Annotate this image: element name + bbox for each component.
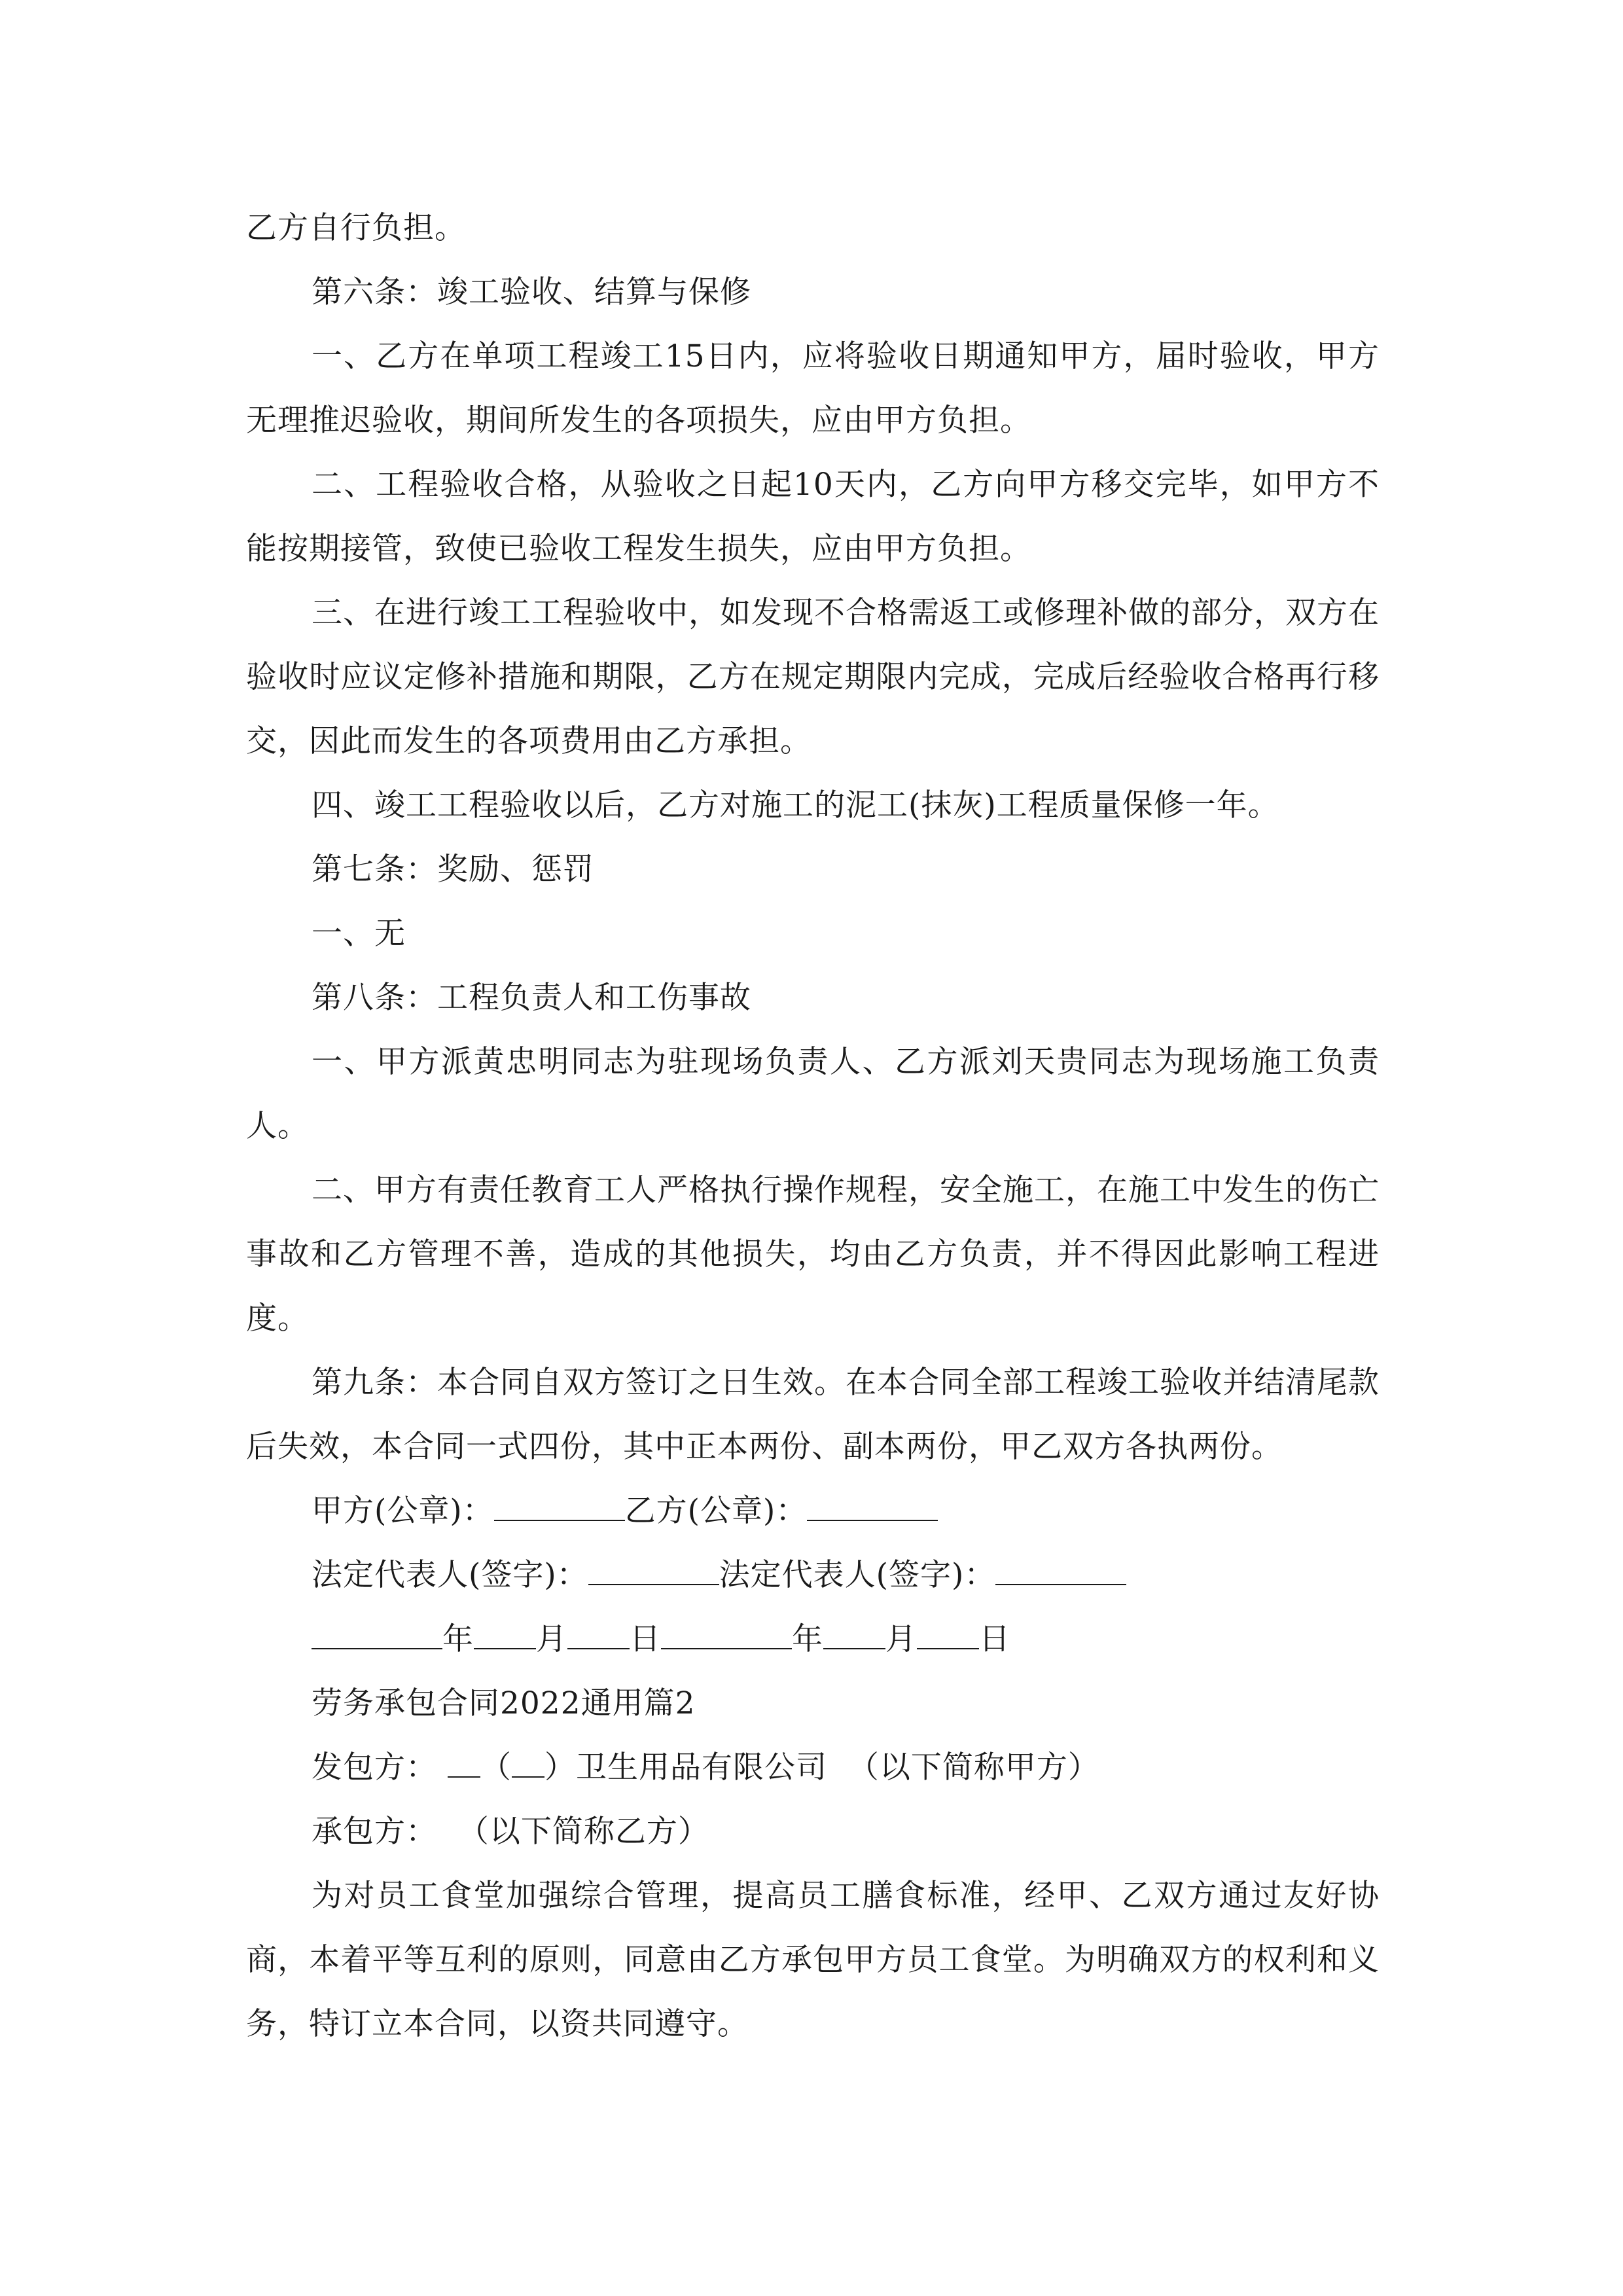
issuer-label: 发包方： [312, 1749, 437, 1785]
month-b-label: 月 [885, 1621, 917, 1657]
year-a-label: 年 [442, 1621, 474, 1657]
section-2-intro: 为对员工食堂加强综合管理，提高员工膳食标准，经甲、乙双方通过友好协商，本着平等互利的原则，同意由乙方承包甲方员工食堂。为明确双方的权利和义务，特订立本合同，以资共同遵守。 [246, 1878, 1380, 2042]
day-b-label: 日 [979, 1621, 1010, 1657]
day-a-label: 日 [630, 1621, 661, 1657]
article-6-clause-4: 四、竣工工程验收以后，乙方对施工的泥工(抹灰)工程质量保修一年。 [312, 787, 1279, 823]
month-a-blank[interactable] [474, 1619, 536, 1649]
issuer-name: 卫生用品有限公司 [575, 1749, 827, 1785]
article-6-clause-3: 三、在进行竣工工程验收中，如发现不合格需返工或修理补做的部分，双方在验收时应议定修补措施和期限，乙方在规定期限内完成，完成后经验收合格再行移交，因此而发生的各项费用由乙方承担。 [246, 595, 1380, 759]
month-b-blank[interactable] [823, 1619, 885, 1649]
rep-b-label: 法定代表人(签字)： [719, 1557, 996, 1593]
issuer-paren-open: （ [480, 1749, 512, 1785]
contractor-label: 承包方： [312, 1814, 437, 1850]
contractor-note: （以下简称乙方） [457, 1814, 709, 1850]
issuer-paren-close: ） [544, 1749, 576, 1785]
date-line [246, 1607, 1380, 1672]
article-7-heading: 第七条：奖励、惩罚 [312, 852, 594, 888]
article-8-clause-2: 二、甲方有责任教育工人严格执行操作规程，安全施工，在施工中发生的伤亡事故和乙方管理不善，造成的其他损失，均由乙方负责，并不得因此影响工程进度。 [246, 1172, 1380, 1336]
party-a-seal-label: 甲方(公章)： [312, 1493, 494, 1529]
article-6-clause-1: 一、乙方在单项工程竣工15日内，应将验收日期通知甲方，届时验收，甲方无理推迟验收，期间所发生的各项损失，应由甲方负担。 [246, 338, 1380, 439]
day-b-blank[interactable] [917, 1619, 979, 1649]
party-b-seal-blank[interactable] [807, 1491, 938, 1521]
rep-b-blank[interactable] [995, 1555, 1126, 1585]
issuer-blank-1[interactable] [448, 1748, 480, 1778]
party-a-seal-blank[interactable] [494, 1491, 625, 1521]
paragraph-continuation: 乙方自行负担。 [246, 210, 466, 246]
article-8-heading: 第八条：工程负责人和工伤事故 [312, 980, 751, 1016]
issuer-note: （以下简称甲方） [847, 1749, 1099, 1785]
article-9: 第九条：本合同自双方签订之日生效。在本合同全部工程竣工验收并结清尾款后失效，本合同一式四份，其中正本两份、副本两份，甲乙双方各执两份。 [246, 1365, 1380, 1465]
day-a-blank[interactable] [567, 1619, 630, 1649]
representative-line [246, 1543, 1380, 1607]
section-2-title: 劳务承包合同2022通用篇2 [312, 1685, 696, 1721]
month-a-label: 月 [536, 1621, 567, 1657]
document-page [246, 196, 1380, 2056]
party-b-seal-label: 乙方(公章)： [624, 1493, 808, 1529]
year-a-blank[interactable] [312, 1619, 442, 1649]
rep-a-blank[interactable] [588, 1555, 719, 1585]
issuer-line [246, 1736, 1380, 1800]
article-6-heading: 第六条：竣工验收、结算与保修 [312, 274, 751, 310]
rep-a-label: 法定代表人(签字)： [312, 1557, 588, 1593]
article-7-clause-1: 一、无 [312, 916, 406, 952]
article-8-clause-1: 一、甲方派黄忠明同志为驻现场负责人、乙方派刘天贵同志为现场施工负责人。 [246, 1044, 1380, 1144]
contractor-line [246, 1800, 1380, 1864]
year-b-blank[interactable] [661, 1619, 792, 1649]
seal-line [246, 1479, 1380, 1543]
year-b-label: 年 [792, 1621, 823, 1657]
article-6-clause-2: 二、工程验收合格，从验收之日起10天内，乙方向甲方移交完毕，如甲方不能按期接管，致使已验收工程发生损失，应由甲方负担。 [246, 467, 1380, 567]
issuer-blank-2[interactable] [512, 1748, 544, 1778]
